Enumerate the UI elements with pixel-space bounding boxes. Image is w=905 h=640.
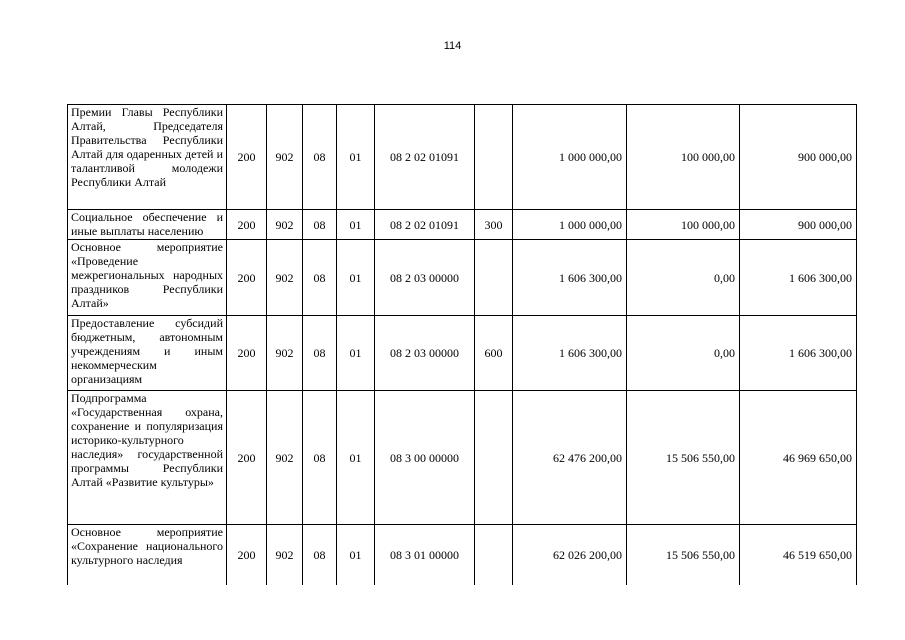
cell-v3: 1 606 300,00	[740, 316, 857, 391]
cell-c3: 08	[303, 240, 337, 316]
cell-v2: 15 506 550,00	[627, 525, 740, 585]
cell-code: 08 3 00 00000	[375, 391, 475, 525]
cell-c2: 902	[267, 105, 303, 210]
cell-c4: 01	[337, 525, 375, 585]
cell-vr: 300	[475, 210, 513, 240]
cell-vr	[475, 525, 513, 585]
cell-c3: 08	[303, 525, 337, 585]
cell-c4: 01	[337, 391, 375, 525]
table-row	[68, 316, 857, 391]
cell-total: 1 000 000,00	[513, 210, 627, 240]
cell-c1: 200	[227, 391, 267, 525]
row-name: Социальное обеспечение и иные выплаты населению	[68, 210, 227, 240]
cell-v3: 46 969 650,00	[740, 391, 857, 525]
cell-c1: 200	[227, 316, 267, 391]
cell-v2: 15 506 550,00	[627, 391, 740, 525]
cell-c2: 902	[267, 240, 303, 316]
cell-vr	[475, 240, 513, 316]
cell-code: 08 2 03 00000	[375, 240, 475, 316]
row-name: Предоставление субсидий бюджетным, автономным учреждениям и иным некоммерческим организациям	[68, 316, 227, 391]
cell-v2: 0,00	[627, 240, 740, 316]
cell-v3: 900 000,00	[740, 210, 857, 240]
cell-c4: 01	[337, 105, 375, 210]
cell-v2: 0,00	[627, 316, 740, 391]
cell-c4: 01	[337, 210, 375, 240]
row-name: Основное мероприятие «Сохранение национального культурного наследия	[68, 525, 227, 585]
table-row	[68, 525, 857, 585]
cell-code: 08 3 01 00000	[375, 525, 475, 585]
cell-code: 08 2 03 00000	[375, 316, 475, 391]
cell-c1: 200	[227, 105, 267, 210]
cell-total: 62 476 200,00	[513, 391, 627, 525]
cell-code: 08 2 02 01091	[375, 105, 475, 210]
cell-c3: 08	[303, 210, 337, 240]
cell-code: 08 2 02 01091	[375, 210, 475, 240]
cell-c4: 01	[337, 240, 375, 316]
cell-c3: 08	[303, 316, 337, 391]
cell-total: 62 026 200,00	[513, 525, 627, 585]
table-row	[68, 391, 857, 525]
row-name: Основное мероприятие «Проведение межрегиональных народных праздников Республики Алтай»	[68, 240, 227, 316]
cell-v3: 1 606 300,00	[740, 240, 857, 316]
cell-total: 1 606 300,00	[513, 316, 627, 391]
cell-vr: 600	[475, 316, 513, 391]
cell-c1: 200	[227, 525, 267, 585]
cell-c3: 08	[303, 105, 337, 210]
cell-c2: 902	[267, 316, 303, 391]
budget-table	[67, 104, 857, 585]
cell-v3: 46 519 650,00	[740, 525, 857, 585]
table-row	[68, 105, 857, 210]
cell-c4: 01	[337, 316, 375, 391]
cell-v2: 100 000,00	[627, 105, 740, 210]
cell-total: 1 000 000,00	[513, 105, 627, 210]
cell-vr	[475, 105, 513, 210]
cell-v2: 100 000,00	[627, 210, 740, 240]
row-name: Премии Главы Республики Алтай, Председателя Правительства Республики Алтай для одаренных детей и талантливой молодежи Республики Алтай	[68, 105, 227, 210]
cell-c1: 200	[227, 240, 267, 316]
row-name: Подпрограмма «Государственная охрана, сохранение и популяризация историко-культурного наследия» государственной программы Республики Алтай «Развитие культуры»	[68, 391, 227, 525]
cell-v3: 900 000,00	[740, 105, 857, 210]
cell-c1: 200	[227, 210, 267, 240]
cell-c2: 902	[267, 391, 303, 525]
table-row	[68, 210, 857, 240]
cell-c3: 08	[303, 391, 337, 525]
page-number: 114	[443, 40, 462, 52]
cell-total: 1 606 300,00	[513, 240, 627, 316]
cell-vr	[475, 391, 513, 525]
cell-c2: 902	[267, 525, 303, 585]
table-row	[68, 240, 857, 316]
cell-c2: 902	[267, 210, 303, 240]
